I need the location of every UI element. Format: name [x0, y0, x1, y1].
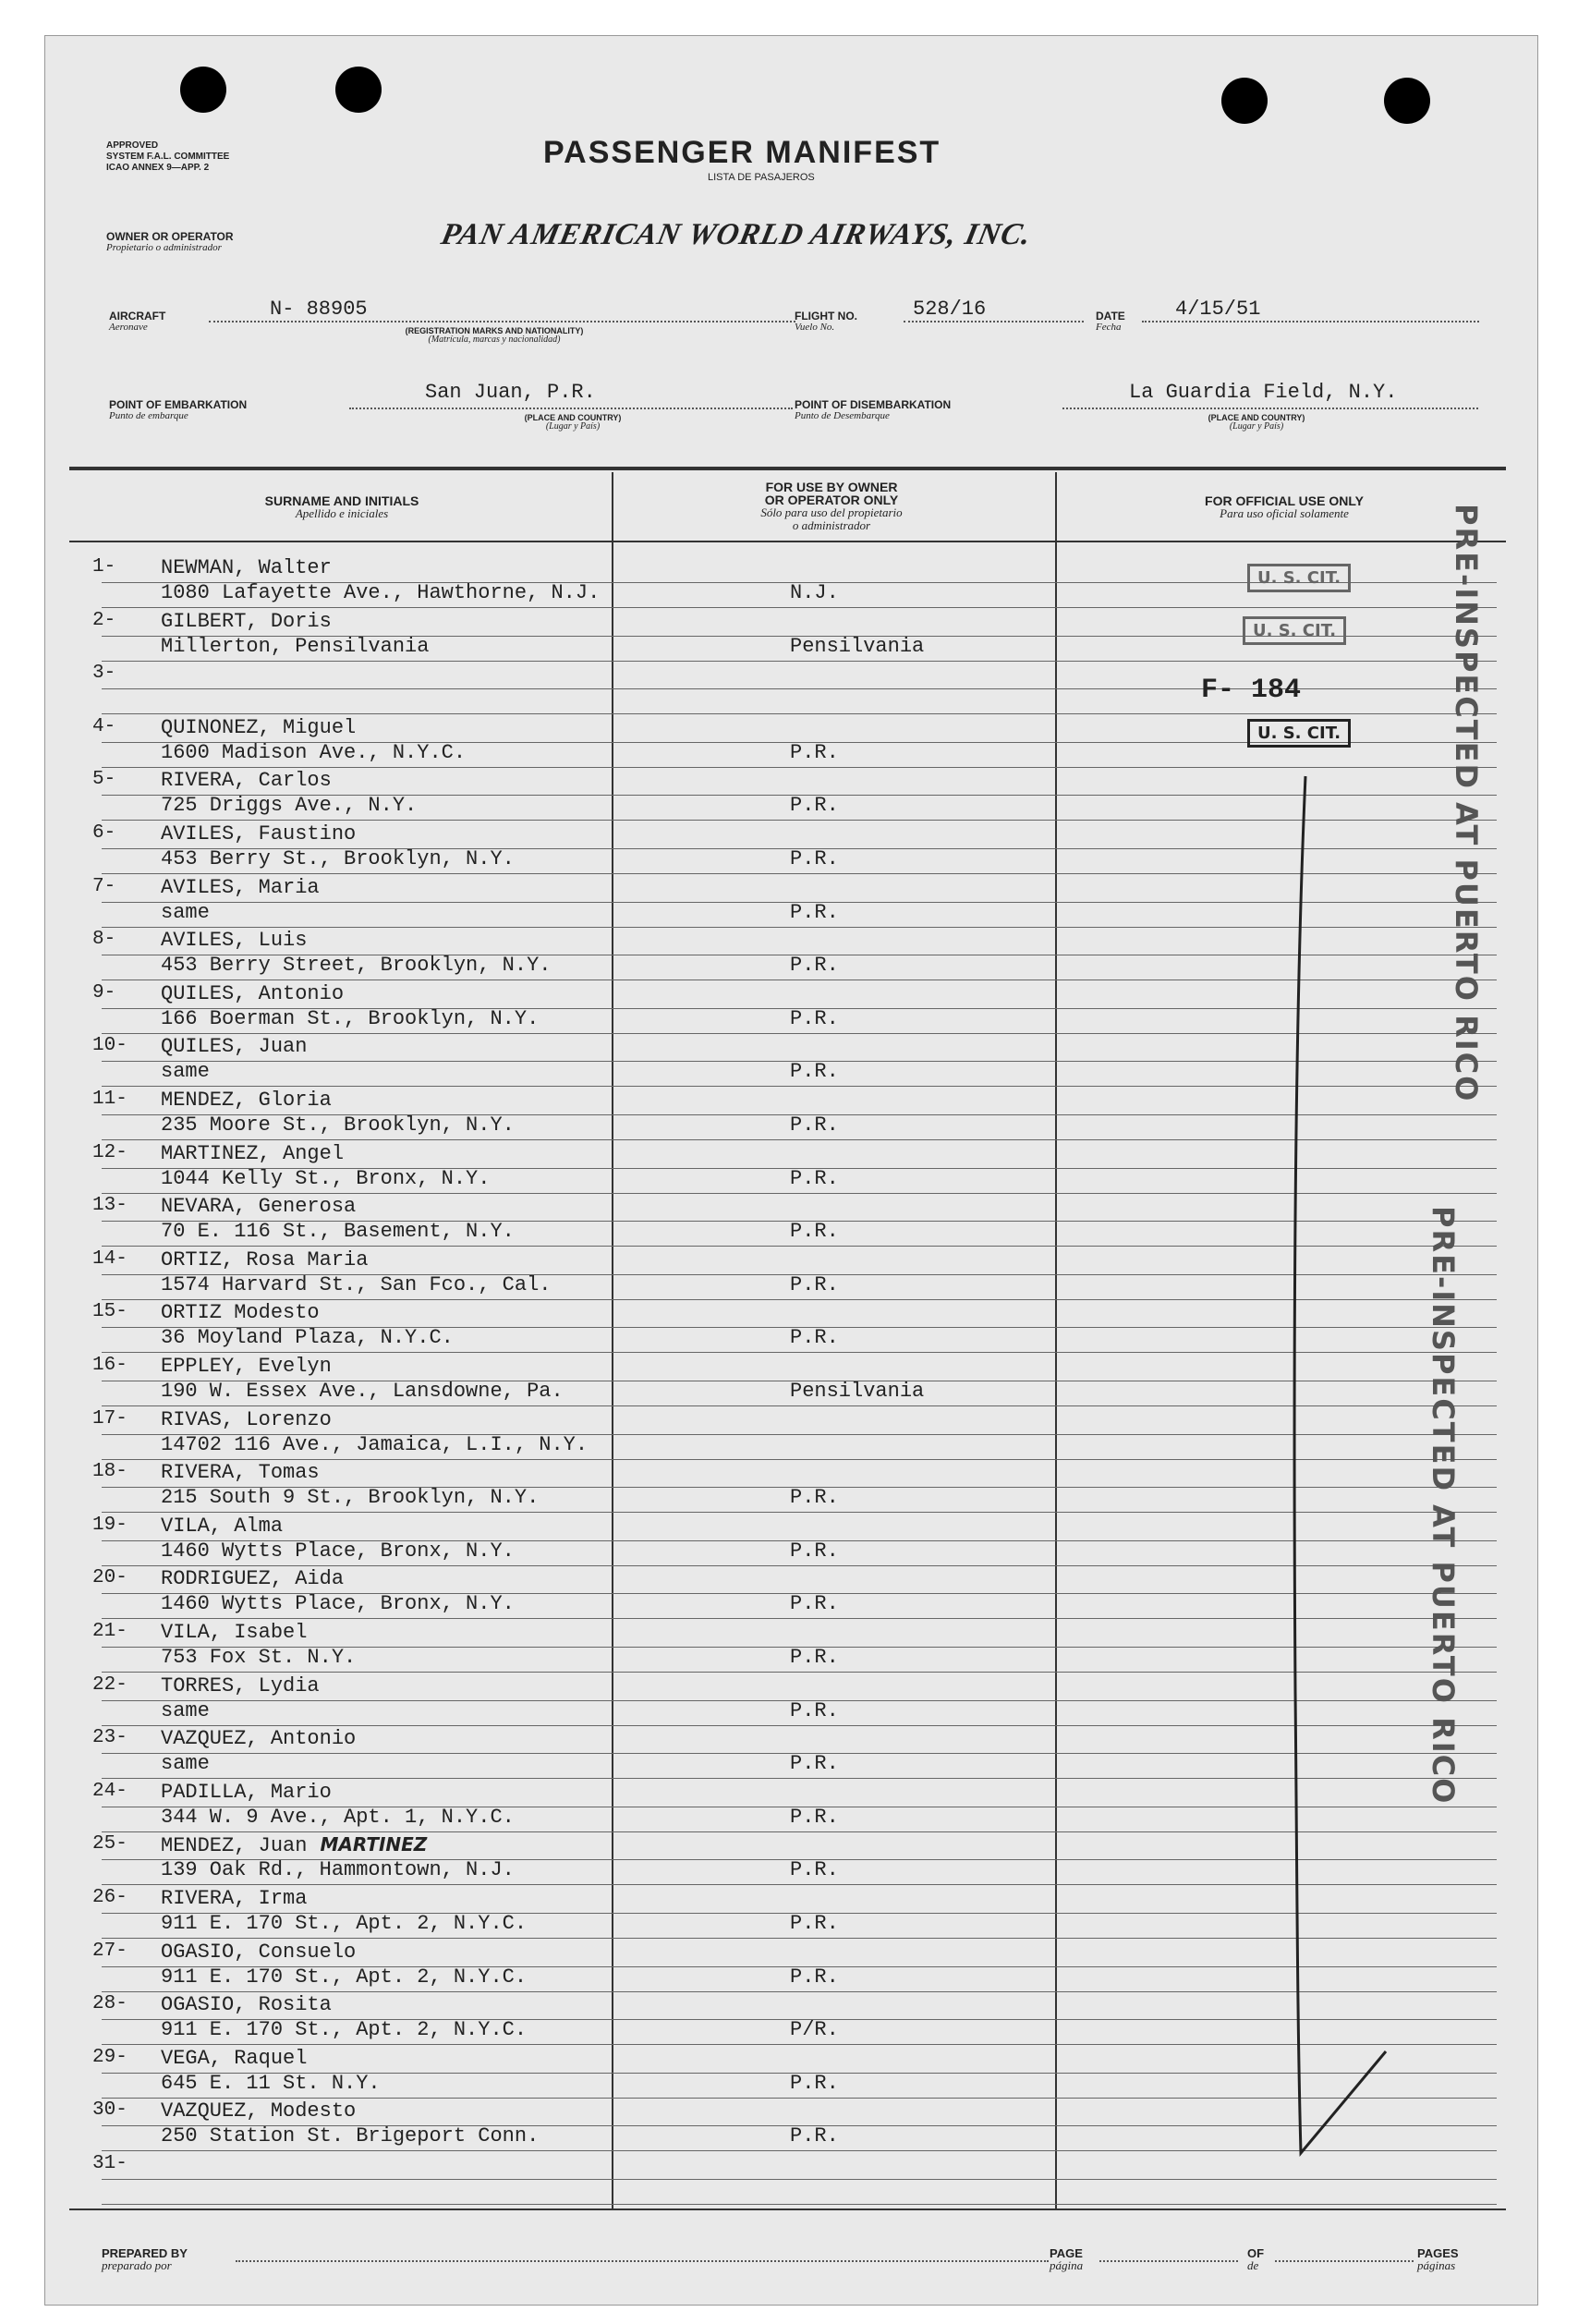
passenger-number: 4-	[92, 716, 116, 737]
passenger-number: 19-	[92, 1515, 127, 1536]
flight-value: 528/16	[913, 298, 987, 321]
passenger-address: 1600 Madison Ave., N.Y.C.	[161, 741, 467, 764]
passenger-address: 753 Fox St. N.Y.	[161, 1646, 357, 1669]
row-rule	[102, 2204, 1497, 2205]
passenger-address: 14702 116 Ave., Jamaica, L.I., N.Y.	[161, 1433, 589, 1456]
passenger-address: 344 W. 9 Ave., Apt. 1, N.Y.C.	[161, 1806, 515, 1829]
passenger-number: 14-	[92, 1248, 127, 1270]
flight-label	[795, 310, 857, 333]
passenger-name: PADILLA, Mario	[161, 1781, 332, 1804]
operator-use-entry: P.R.	[790, 1592, 839, 1615]
operator-use-entry: P.R.	[790, 1752, 839, 1775]
passenger-name: EPPLEY, Evelyn	[161, 1355, 332, 1378]
passenger-address: 725 Driggs Ave., N.Y.	[161, 794, 418, 817]
operator-use-entry: P.R.	[790, 1167, 839, 1190]
table-header-border	[69, 541, 1506, 542]
field-underline	[1062, 408, 1478, 409]
column-header-text: FOR USE BY OWNER	[765, 480, 898, 494]
us-citizen-stamp: U. S. CIT.	[1247, 564, 1351, 592]
aircraft-note-es: (Matrícula, marcas y nacionalidad)	[428, 335, 561, 345]
passenger-name: RIVAS, Lorenzo	[161, 1408, 332, 1431]
operator-use-entry: P.R.	[790, 1858, 839, 1881]
passenger-address: 911 E. 170 St., Apt. 2, N.Y.C.	[161, 1912, 528, 1935]
flight-label-es: Vuelo No.	[795, 322, 835, 333]
passenger-address: 166 Boerman St., Brooklyn, N.Y.	[161, 1007, 540, 1030]
preinspected-stamp: PRE-INSPECTED AT PUERTO RICO	[1449, 504, 1484, 1103]
passenger-name: OGASIO, Rosita	[161, 1993, 332, 2016]
operator-use-entry: P.R.	[790, 1912, 839, 1935]
footer-label-es: preparado por	[102, 2258, 172, 2272]
owner-label-es: Propietario o administrador	[106, 242, 222, 253]
operator-use-entry: Pensilvania	[790, 635, 925, 658]
operator-use-entry: P.R.	[790, 2072, 839, 2095]
passenger-number: 18-	[92, 1461, 127, 1482]
punch-hole	[335, 67, 382, 113]
passenger-name: AVILES, Faustino	[161, 822, 357, 846]
passenger-address: 1460 Wytts Place, Bronx, N.Y.	[161, 1592, 515, 1615]
passenger-name: MARTINEZ, Angel	[161, 1142, 345, 1165]
column-header-es: Para uso oficial solamente	[1220, 506, 1349, 520]
aircraft-label-es: Aeronave	[109, 322, 148, 333]
inspection-number: F- 184	[1201, 675, 1302, 706]
passenger-name: VAZQUEZ, Modesto	[161, 2099, 357, 2123]
passenger-number: 15-	[92, 1301, 127, 1322]
operator-use-entry: P.R.	[790, 1007, 839, 1030]
passenger-number: 26-	[92, 1887, 127, 1908]
operator-use-entry: Pensilvania	[790, 1380, 925, 1403]
field-underline	[236, 2260, 1049, 2262]
embarkation-note-es: (Lugar y País)	[545, 421, 601, 432]
page-subtitle: LISTA DE PASAJEROS	[708, 172, 815, 183]
passenger-address: same	[161, 1752, 210, 1775]
check-mark-icon	[1275, 767, 1414, 2172]
passenger-name: OGASIO, Consuelo	[161, 1941, 357, 1964]
approval-line: ICAO ANNEX 9—APP. 2	[106, 163, 210, 173]
embarkation-value: San Juan, P.R.	[425, 381, 596, 404]
field-underline	[904, 321, 1084, 322]
passenger-name: NEVARA, Generosa	[161, 1195, 357, 1218]
passenger-number: 5-	[92, 769, 116, 790]
passenger-number: 27-	[92, 1941, 127, 1962]
operator-use-entry: P.R.	[790, 954, 839, 977]
passenger-address: 453 Berry Street, Brooklyn, N.Y.	[161, 954, 552, 977]
date-label-text: DATE	[1096, 310, 1125, 322]
passenger-address: 1574 Harvard St., San Fco., Cal.	[161, 1273, 552, 1296]
operator-use-entry: P.R.	[790, 741, 839, 764]
passenger-number: 9-	[92, 982, 116, 1004]
passenger-address: 215 South 9 St., Brooklyn, N.Y.	[161, 1486, 540, 1509]
passenger-address: 70 E. 116 St., Basement, N.Y.	[161, 1220, 515, 1243]
passenger-address: 911 E. 170 St., Apt. 2, N.Y.C.	[161, 1965, 528, 1989]
approval-note	[106, 140, 229, 174]
operator-use-entry: P.R.	[790, 1699, 839, 1722]
passenger-name: RIVERA, Carlos	[161, 769, 332, 792]
passenger-name: MENDEZ, Juan MARTINEZ	[161, 1833, 428, 1857]
passenger-name: QUILES, Antonio	[161, 982, 345, 1005]
footer-label-text: PREPARED BY	[102, 2246, 188, 2260]
passenger-address: 911 E. 170 St., Apt. 2, N.Y.C.	[161, 2018, 528, 2041]
field-underline	[349, 408, 793, 409]
page-label	[1050, 2247, 1083, 2271]
owner-label-text: OWNER OR OPERATOR	[106, 230, 234, 243]
aircraft-label-text: AIRCRAFT	[109, 310, 166, 322]
passenger-number: 23-	[92, 1727, 127, 1748]
column-header-official	[1090, 494, 1478, 520]
pages-label	[1417, 2247, 1459, 2271]
column-header-es: Sólo para uso del propietario	[760, 505, 903, 519]
column-header-text: OR OPERATOR ONLY	[764, 493, 899, 507]
aircraft-note	[337, 326, 651, 345]
of-label	[1247, 2247, 1264, 2271]
passenger-address: 36 Moyland Plaza, N.Y.C.	[161, 1326, 454, 1349]
field-underline	[1142, 321, 1479, 322]
owner-label	[106, 231, 234, 253]
field-underline	[1275, 2260, 1414, 2262]
passenger-number: 29-	[92, 2047, 127, 2068]
passenger-number: 31-	[92, 2153, 127, 2174]
passenger-address: Millerton, Pensilvania	[161, 635, 430, 658]
passenger-name: NEWMAN, Walter	[161, 556, 332, 579]
operator-use-entry: P.R.	[790, 901, 839, 924]
preinspected-stamp: PRE-INSPECTED AT PUERTO RICO	[1426, 1206, 1461, 1806]
passenger-number: 20-	[92, 1567, 127, 1588]
footer-label-text: OF	[1247, 2246, 1265, 2260]
field-underline	[209, 321, 795, 322]
passenger-name: AVILES, Maria	[161, 876, 320, 899]
embarkation-note-text: (PLACE AND COUNTRY)	[524, 413, 622, 422]
embarkation-label-es: Punto de embarque	[109, 410, 188, 421]
disembarkation-label	[795, 399, 951, 421]
passenger-address: 235 Moore St., Brooklyn, N.Y.	[161, 1113, 515, 1137]
footer-label-es: páginas	[1417, 2258, 1456, 2272]
punch-hole	[1384, 78, 1430, 124]
passenger-number: 25-	[92, 1833, 127, 1855]
passenger-number: 7-	[92, 876, 116, 897]
embarkation-label-text: POINT OF EMBARKATION	[109, 398, 248, 411]
passenger-name: VILA, Alma	[161, 1515, 284, 1538]
date-label	[1096, 310, 1125, 333]
passenger-number: 8-	[92, 929, 116, 950]
passenger-address: 453 Berry St., Brooklyn, N.Y.	[161, 847, 515, 870]
operator-use-entry: P/R.	[790, 2018, 839, 2041]
aircraft-label	[109, 310, 165, 333]
disembarkation-note-es: (Lugar y País)	[1229, 421, 1284, 432]
passenger-address: 645 E. 11 St. N.Y.	[161, 2072, 381, 2095]
operator-use-entry: P.R.	[790, 1220, 839, 1243]
footer-label-es: página	[1050, 2258, 1084, 2272]
footer-label-text: PAGE	[1050, 2246, 1083, 2260]
punch-hole	[180, 67, 226, 113]
passenger-address: 1080 Lafayette Ave., Hawthorne, N.J.	[161, 581, 601, 604]
disembarkation-note-text: (PLACE AND COUNTRY)	[1208, 413, 1305, 422]
passenger-number: 16-	[92, 1355, 127, 1376]
column-header-surname	[148, 494, 536, 520]
passenger-number: 3-	[92, 663, 116, 684]
operator-use-entry: P.R.	[790, 1326, 839, 1349]
passenger-name: MENDEZ, Gloria	[161, 1089, 332, 1112]
operator-use-entry: P.R.	[790, 1806, 839, 1829]
passenger-address: 250 Station St. Brigeport Conn.	[161, 2124, 540, 2148]
passenger-number: 30-	[92, 2099, 127, 2121]
prepared-by-label	[102, 2247, 188, 2271]
table-top-border	[69, 467, 1506, 470]
operator-use-entry: P.R.	[790, 1965, 839, 1989]
embarkation-label	[109, 399, 247, 421]
date-label-es: Fecha	[1096, 322, 1122, 333]
operator-use-entry: P.R.	[790, 1113, 839, 1137]
passenger-name: RIVERA, Tomas	[161, 1461, 320, 1484]
passenger-number: 24-	[92, 1781, 127, 1802]
passenger-number: 13-	[92, 1195, 127, 1216]
passenger-address: 1460 Wytts Place, Bronx, N.Y.	[161, 1539, 515, 1563]
page-title: PASSENGER MANIFEST	[543, 135, 941, 170]
row-rule	[102, 2179, 1497, 2180]
passenger-number: 17-	[92, 1408, 127, 1430]
passenger-name: VAZQUEZ, Antonio	[161, 1727, 357, 1750]
passenger-number: 22-	[92, 1674, 127, 1696]
aircraft-note-text: (REGISTRATION MARKS AND NATIONALITY)	[405, 326, 584, 335]
passenger-number: 12-	[92, 1142, 127, 1163]
passenger-address: same	[161, 1060, 210, 1083]
passenger-number: 6-	[92, 822, 116, 844]
operator-use-entry: P.R.	[790, 2124, 839, 2148]
passenger-number: 1-	[92, 556, 116, 578]
column-header-text: SURNAME AND INITIALS	[264, 493, 419, 508]
operator-name: PAN AMERICAN WORLD AIRWAYS, INC.	[438, 218, 1035, 251]
passenger-number: 11-	[92, 1089, 127, 1110]
operator-use-entry: P.R.	[790, 847, 839, 870]
disembarkation-label-text: POINT OF DISEMBARKATION	[795, 398, 952, 411]
operator-use-entry: N.J.	[790, 581, 839, 604]
field-underline	[1099, 2260, 1238, 2262]
operator-use-entry: P.R.	[790, 1060, 839, 1083]
passenger-name: ORTIZ, Rosa Maria	[161, 1248, 369, 1272]
punch-hole	[1221, 78, 1268, 124]
table-bottom-border	[69, 2208, 1506, 2210]
footer-label-text: PAGES	[1417, 2246, 1459, 2260]
passenger-address: 1044 Kelly St., Bronx, N.Y.	[161, 1167, 491, 1190]
passenger-number: 28-	[92, 1993, 127, 2014]
date-value: 4/15/51	[1175, 298, 1261, 321]
us-citizen-stamp: U. S. CIT.	[1243, 616, 1346, 645]
operator-use-entry: P.R.	[790, 1646, 839, 1669]
operator-use-entry: P.R.	[790, 794, 839, 817]
disembarkation-label-es: Punto de Desembarque	[795, 410, 890, 421]
passenger-name: QUINONEZ, Miguel	[161, 716, 357, 739]
operator-use-entry: P.R.	[790, 1486, 839, 1509]
passenger-address: same	[161, 1699, 210, 1722]
operator-use-entry: P.R.	[790, 1273, 839, 1296]
passenger-name: GILBERT, Doris	[161, 610, 332, 633]
passenger-number: 21-	[92, 1621, 127, 1642]
passenger-name: ORTIZ Modesto	[161, 1301, 320, 1324]
passenger-address: 139 Oak Rd., Hammontown, N.J.	[161, 1858, 515, 1881]
us-citizen-stamp: U. S. CIT.	[1247, 719, 1351, 748]
approval-line: APPROVED	[106, 140, 159, 151]
flight-label-text: FLIGHT NO.	[795, 310, 857, 322]
column-header-owner-use	[647, 481, 1016, 532]
passenger-name: AVILES, Luis	[161, 929, 308, 952]
column-header-text: FOR OFFICIAL USE ONLY	[1205, 493, 1364, 508]
passenger-name: RIVERA, Irma	[161, 1887, 308, 1910]
column-header-es: Apellido e iniciales	[295, 506, 389, 520]
column-header-es: o administrador	[792, 518, 871, 532]
passenger-address: 190 W. Essex Ave., Lansdowne, Pa.	[161, 1380, 564, 1403]
disembarkation-note	[1173, 413, 1340, 432]
passenger-number: 10-	[92, 1035, 127, 1056]
passenger-name: RODRIGUEZ, Aida	[161, 1567, 345, 1590]
passenger-name: VILA, Isabel	[161, 1621, 308, 1644]
embarkation-note	[490, 413, 656, 432]
handwritten-annotation: MARTINEZ	[320, 1833, 428, 1856]
passenger-name: QUILES, Juan	[161, 1035, 308, 1058]
aircraft-value: N- 88905	[270, 298, 368, 321]
operator-use-entry: P.R.	[790, 1539, 839, 1563]
passenger-number: 2-	[92, 610, 116, 631]
passenger-address: same	[161, 901, 210, 924]
passenger-name: VEGA, Raquel	[161, 2047, 308, 2070]
approval-line: SYSTEM F.A.L. COMMITTEE	[106, 152, 230, 162]
passenger-name: TORRES, Lydia	[161, 1674, 320, 1697]
footer-label-es: de	[1247, 2258, 1259, 2272]
disembarkation-value: La Guardia Field, N.Y.	[1129, 381, 1398, 404]
